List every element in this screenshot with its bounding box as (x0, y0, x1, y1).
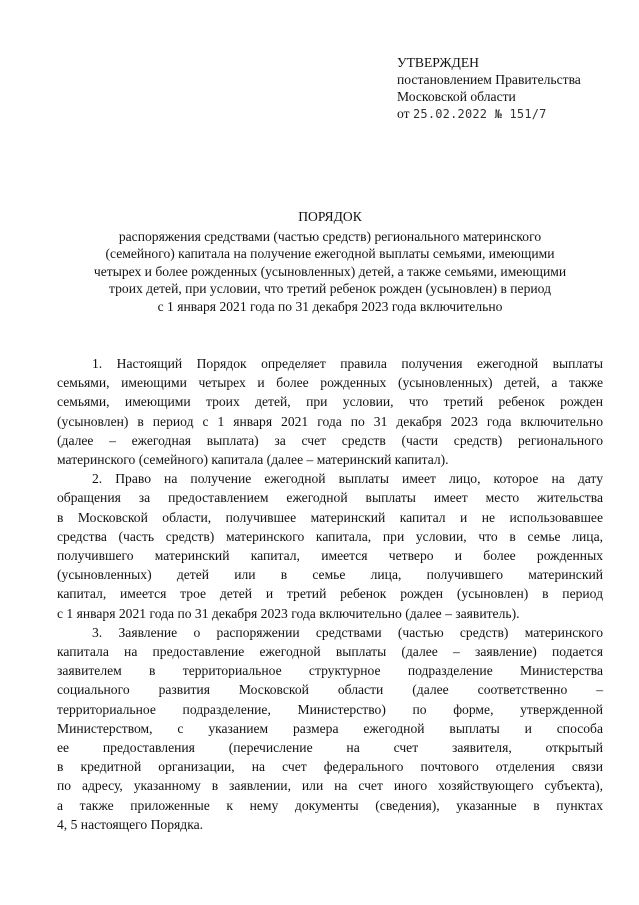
approval-stamp-block (397, 54, 581, 123)
paragraph-1-line: материнского (семейного) капитала (далее – материнский капитал). (57, 452, 449, 468)
paragraph-2-line: обращения за предоставлением ежегодной выплаты имеет место жительства (57, 490, 603, 506)
document-title: ПОРЯДОК (298, 209, 362, 224)
paragraph-3-line: 3. Заявление о распоряжении средствами (частью средств) материнского (92, 624, 603, 640)
paragraph-3-line: социального развития Московской области (далее соответственно – (57, 682, 603, 698)
approval-heading: УТВЕРЖДЕН (397, 55, 479, 70)
paragraph-2-line: средства (часть средств) материнского капитала, при условии, что в семье лица, (57, 528, 603, 544)
paragraph-3-line: 4, 5 настоящего Порядка. (57, 816, 204, 832)
approval-line-2: Московской области (397, 89, 516, 104)
document-body (57, 354, 603, 834)
paragraph-1-line: семьями, имеющими четырех и более рожденных (усыновленных) детей, а также (57, 375, 603, 391)
approval-line-1: постановлением Правительства (397, 72, 581, 87)
title-subline: с 1 января 2021 года по 31 декабря 2023 года включительно (157, 298, 503, 314)
paragraph-3-line: капитала на предоставление ежегодной выплаты (далее – заявление) подается (57, 644, 603, 660)
title-subline: троих детей, при условии, что третий ребенок рожден (усыновлен) в период (109, 281, 551, 296)
paragraph-2-line: 2. Право на получение ежегодной выплаты имеет лицо, которое на дату (92, 471, 603, 487)
paragraph-3-line: Министерством, с указанием размера ежегодной выплаты и способа (57, 720, 603, 736)
paragraph-1-line: (далее – ежегодная выплата) за счет средств (части средств) регионального (57, 432, 603, 448)
paragraph-3-line: территориальное подразделение, Министерство) по форме, утвержденной (57, 701, 603, 717)
paragraph-1-line: семьями, имеющими троих детей, при условии, что третий ребенок рожден (57, 394, 603, 410)
title-subline: распоряжения средствами (частью средств) регионального материнского (118, 228, 542, 244)
document-title-block (56, 208, 604, 315)
approval-date-line (397, 105, 581, 123)
paragraph-3-line: в кредитной организации, на счет федерального почтового отделения связи (57, 759, 603, 775)
paragraph-3-line: ее предоставления (перечисление на счет заявителя, открытый (57, 740, 603, 756)
paragraph-1-line: (усыновлен) в период с 1 января 2021 года по 31 декабря 2023 года включительно (57, 413, 603, 429)
paragraph-2-line: в Московской области, получившее материнский капитал и не использовавшее (57, 509, 603, 525)
title-subline: (семейного) капитала на получение ежегодной выплаты семьями, имеющими (105, 246, 555, 261)
paragraph-3-line: а также приложенные к нему документы (сведения), указанные в пунктах (57, 797, 603, 813)
paragraph-1-line: 1. Настоящий Порядок определяет правила получения ежегодной выплаты (92, 356, 603, 371)
approval-date-value: 25.02.2022 № 151/7 (412, 107, 547, 121)
title-subline: четырех и более рожденных (усыновленных) детей, а также семьями, имеющими (93, 263, 567, 279)
paragraph-2-line: (усыновленных) детей или в семье лица, получившего материнский (57, 567, 603, 583)
paragraph-2-line: получившего материнский капитал, имеется четверо и более рожденных (57, 548, 603, 564)
approval-date-prefix: от (397, 106, 410, 121)
paragraph-3-line: по адресу, указанному в заявлении, или на счет иного хозяйствующего субъекта), (57, 778, 603, 794)
paragraph-2-line: капитал, имеется трое детей и третий ребенок рожден (усыновлен) в период (57, 586, 603, 602)
paragraph-2-line: с 1 января 2021 года по 31 декабря 2023 года включительно (далее – заявитель). (57, 605, 520, 621)
paragraph-3-line: заявителем в территориальное структурное подразделение Министерства (57, 663, 603, 679)
